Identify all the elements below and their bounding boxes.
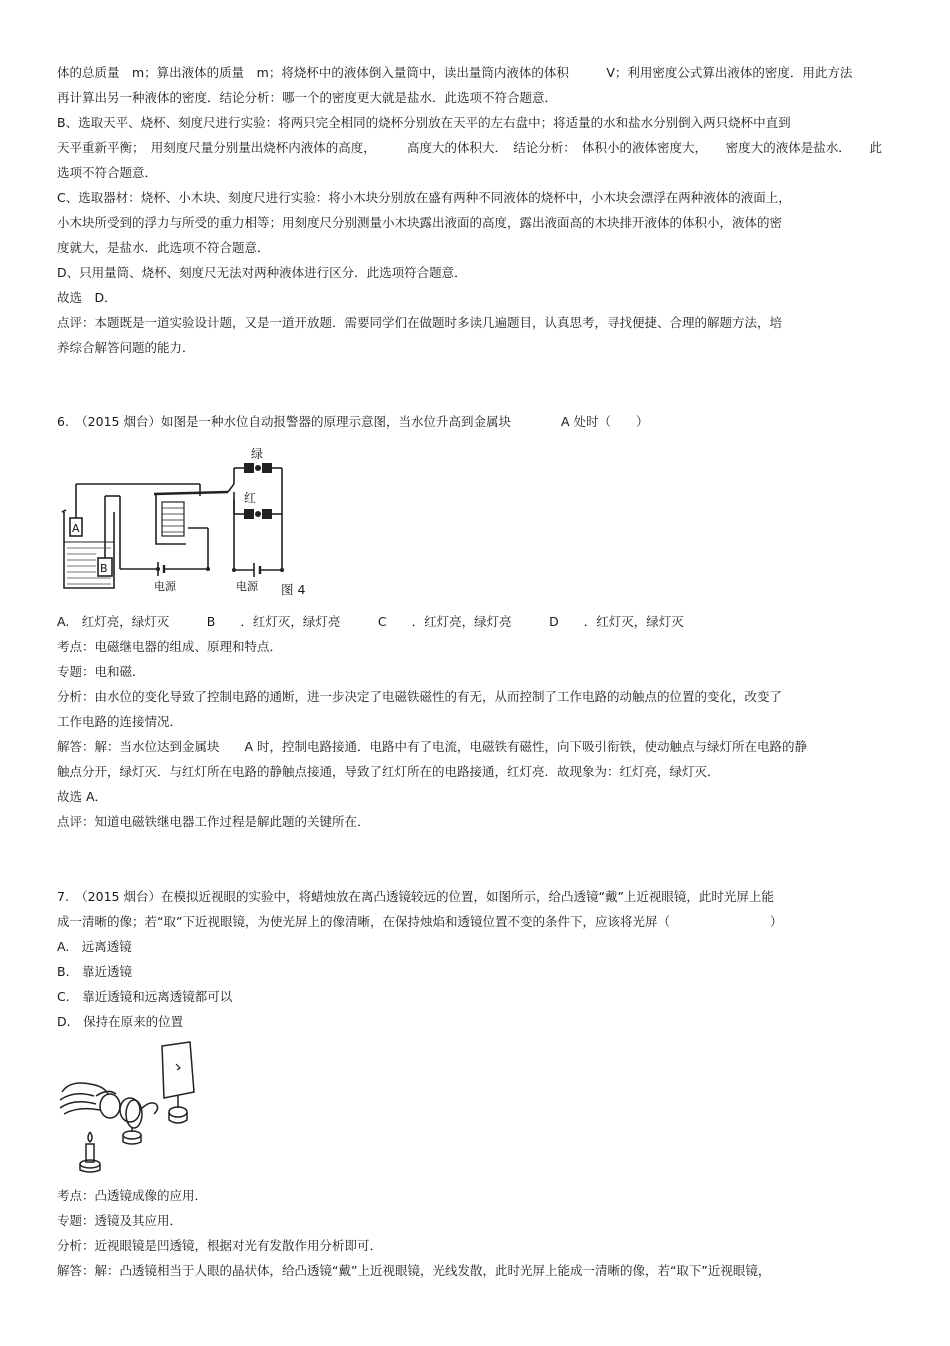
text-line: 分析：由水位的变化导致了控制电路的通断，进一步决定了电磁铁磁性的有无，从而控制了工作电路的动触点的位置的变化，改变了 — [57, 689, 783, 704]
label-a: A — [72, 522, 80, 535]
question-6-stem: 6. （2015 烟台）如图是一种水位自动报警器的原理示意图，当水位升高到金属块 A 处时（ ） — [57, 414, 649, 429]
text-line: C、选取器材：烧杯、小木块、刻度尺进行实验：将小木块分别放在盛有两种不同液体的烧杯中，小木块会漂浮在两种液体的液面上， — [57, 190, 791, 205]
text-line: 点评：知道电磁铁继电器工作过程是解此题的关键所在． — [57, 814, 370, 829]
text-line: 分析：近视眼镜是凹透镜，根据对光有发散作用分析即可． — [57, 1238, 383, 1253]
text-line: 选项不符合题意． — [57, 165, 158, 180]
text-line: 再计算出另一种液体的密度．结论分析：哪一个的密度更大就是盐水．此选项不符合题意． — [57, 90, 558, 105]
text-line: 解答：解：当水位达到金属块 A 时，控制电路接通．电路中有了电流，电磁铁有磁性，向下吸引衔铁，使动触点与绿灯所在电路的静 — [57, 739, 808, 754]
lens-experiment-drawing — [56, 1040, 216, 1175]
text-line: 故选 A． — [57, 789, 108, 804]
text-line: 天平重新平衡； 用刻度尺量分别量出烧杯内液体的高度， 高度大的体积大． 结论分析： 体积小的液体密度大， 密度大的液体是盐水． 此 — [57, 140, 883, 155]
text-line: B、选取天平、烧杯、刻度尺进行实验：将两只完全相同的烧杯分别放在天平的左右盘中；将适量的水和盐水分别倒入两只烧杯中直到 — [57, 115, 791, 130]
text-line: 工作电路的连接情况． — [57, 714, 183, 729]
text-line: 解答：解：凸透镜相当于人眼的晶状体，给凸透镜“戴”上近视眼镜，光线发散，此时光屏上能成一清晰的像，若“取下”近视眼镜， — [57, 1263, 771, 1278]
label-power-work: 电源 — [236, 580, 258, 593]
water-alarm-diagram — [58, 444, 298, 594]
text-line: 小木块所受到的浮力与所受的重力相等；用刻度尺分别测量小木块露出液面的高度，露出液面高的木块排开液体的体积小，液体的密 — [57, 215, 783, 230]
text-line: 养综合解答问题的能力． — [57, 340, 195, 355]
question-7-option: D. 保持在原来的位置 — [57, 1014, 184, 1029]
question-7-stem: 7. （2015 烟台）在模拟近视眼的实验中，将蜡烛放在离凸透镜较远的位置，如图所示，给凸透镜“戴”上近视眼镜，此时光屏上能 — [57, 889, 774, 904]
question-6-options: A. 红灯亮，绿灯灭 B ．红灯灭，绿灯亮 C ．红灯亮，绿灯亮 D ．红灯灭，绿灯灭 — [57, 614, 684, 629]
label-green: 绿 — [251, 447, 264, 461]
figure-caption: 图 4 — [281, 582, 306, 597]
label-power-control: 电源 — [154, 580, 176, 593]
text-line: 触点分开，绿灯灭．与红灯所在电路的静触点接通，导致了红灯所在的电路接通，红灯亮．故现象为：红灯亮，绿灯灭． — [57, 764, 720, 779]
text-line: 体的总质量 m；算出液体的质量 m；将烧杯中的液体倒入量筒中，读出量筒内液体的体积 V；利用密度公式算出液体的密度．用此方法 — [57, 65, 853, 80]
text-line: 度就大，是盐水．此选项不符合题意． — [57, 240, 270, 255]
text-line: 故选 D． — [57, 290, 117, 305]
question-7-option: C. 靠近透镜和远离透镜都可以 — [57, 989, 233, 1004]
text-line: 考点：电磁继电器的组成、原理和特点． — [57, 639, 283, 654]
text-line: 考点：凸透镜成像的应用． — [57, 1188, 208, 1203]
text-line: D、只用量筒、烧杯、刻度尺无法对两种液体进行区分．此选项符合题意． — [57, 265, 467, 280]
lens-experiment-figure — [56, 1040, 216, 1175]
text-line: 专题：电和磁． — [57, 664, 145, 679]
question-7-stem: 成一清晰的像；若“取”下近视眼镜，为使光屏上的像清晰，在保持烛焰和透镜位置不变的条件下，应该将光屏（ ） — [57, 914, 783, 929]
question-7-option: A. 远离透镜 — [57, 939, 132, 954]
label-red: 红 — [244, 491, 257, 505]
water-alarm-figure — [58, 444, 298, 594]
text-line: 专题：透镜及其应用． — [57, 1213, 183, 1228]
text-line: 点评：本题既是一道实验设计题，又是一道开放题．需要同学们在做题时多读几遍题目，认真思考，寻找便捷、合理的解题方法，培 — [57, 315, 783, 330]
label-b: B — [100, 562, 108, 575]
question-7-option: B. 靠近透镜 — [57, 964, 133, 979]
